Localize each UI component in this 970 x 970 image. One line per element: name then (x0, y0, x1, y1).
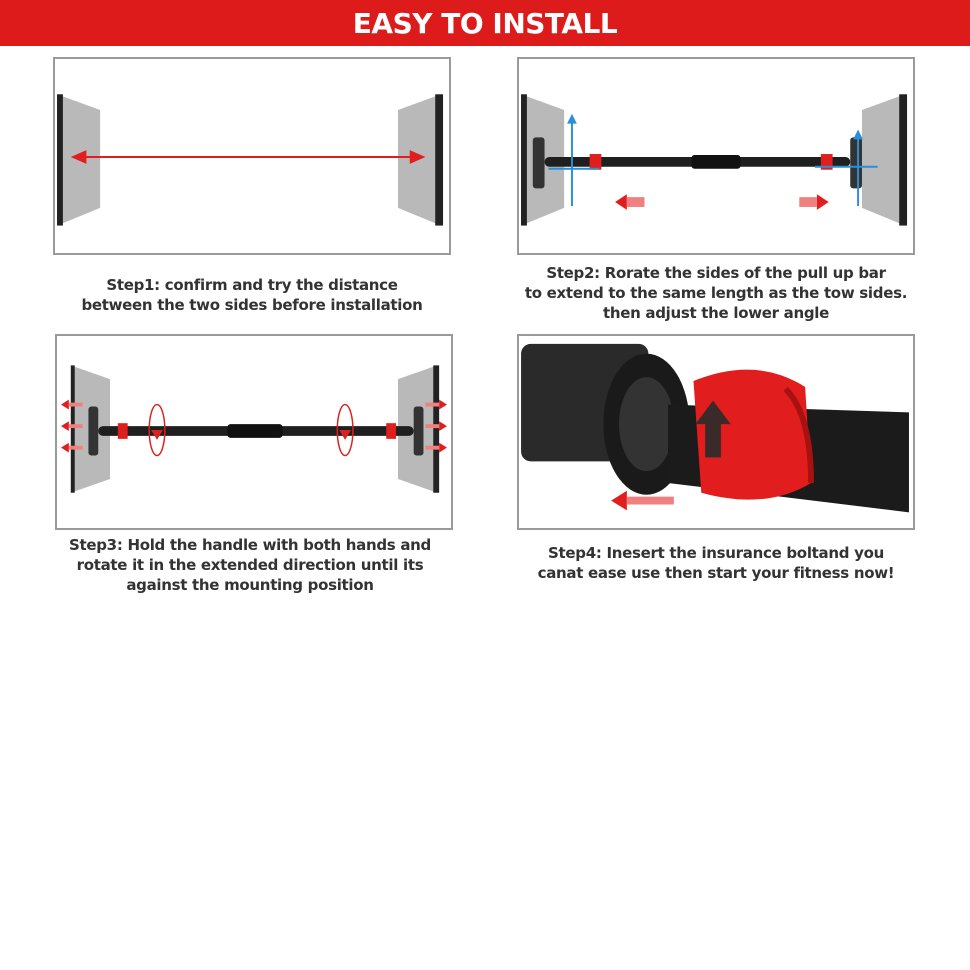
push-trail-right (425, 446, 439, 450)
bar-extend-diagram (519, 59, 913, 253)
right-mount (850, 137, 862, 188)
right-mount (414, 407, 424, 456)
step2-caption-line: then adjust the lower angle (602, 304, 830, 322)
step1-caption-line: between the two sides before installation (81, 296, 423, 314)
step2-illustration (517, 57, 915, 255)
arrow-right-icon (817, 194, 829, 210)
arrow-left-icon (615, 194, 627, 210)
motion-trail-right (799, 197, 817, 207)
right-wall-edge (899, 94, 907, 225)
page-title: EASY TO INSTALL (352, 6, 618, 40)
step3-illustration (55, 334, 453, 530)
push-trail-right (425, 424, 439, 428)
step3-caption-line: rotate it in the extended direction until its (76, 556, 424, 574)
left-collar (590, 154, 602, 170)
right-wall-edge (435, 94, 443, 225)
left-collar (118, 423, 128, 439)
motion-trail (627, 497, 674, 505)
right-wall-edge (433, 365, 439, 492)
insurance-bolt-closeup (519, 336, 913, 528)
arrow-left-icon (61, 421, 69, 431)
center-grip (692, 155, 741, 169)
push-trail-right (425, 403, 439, 407)
step2-caption-line: Step2: Rorate the sides of the pull up bar (546, 264, 886, 282)
center-grip (228, 424, 283, 438)
end-cap-inner (619, 377, 674, 471)
arrow-right-icon (439, 443, 447, 453)
push-trail-left (69, 403, 83, 407)
step1-caption (53, 275, 451, 315)
step3-caption-line: against the mounting position (126, 576, 374, 594)
left-wall-edge (57, 94, 63, 225)
arrow-left-icon (61, 443, 69, 453)
step3-caption (40, 535, 460, 595)
left-mount (533, 137, 545, 188)
arrow-right-icon (439, 400, 447, 410)
left-wall-edge (71, 365, 75, 492)
push-trail-left (69, 424, 83, 428)
right-wall (862, 94, 905, 225)
wall-distance-diagram (55, 59, 449, 253)
step4-caption-line: canat ease use then start your fitness now! (537, 564, 895, 582)
bar-rotate-diagram (57, 336, 451, 528)
step4-caption-line: Step4: Inesert the insurance boltand you (548, 544, 884, 562)
step4-caption (517, 543, 915, 583)
step1-illustration (53, 57, 451, 255)
push-trail-left (69, 446, 83, 450)
header-banner (0, 0, 970, 46)
right-wall (398, 94, 441, 225)
step2-caption (517, 263, 915, 323)
arrow-up-icon (567, 114, 577, 124)
left-wall-edge (521, 94, 527, 225)
arrow-up-icon (853, 130, 863, 140)
arrow-left-icon (61, 400, 69, 410)
step3-caption-line: Step3: Hold the handle with both hands and (69, 536, 431, 554)
step4-illustration (517, 334, 915, 530)
left-mount (88, 407, 98, 456)
motion-trail-left (627, 197, 645, 207)
arrow-right-icon (439, 421, 447, 431)
right-collar (386, 423, 396, 439)
step1-caption-line: Step1: confirm and try the distance (106, 276, 398, 294)
step2-caption-line: to extend to the same length as the tow sides. (524, 284, 908, 302)
